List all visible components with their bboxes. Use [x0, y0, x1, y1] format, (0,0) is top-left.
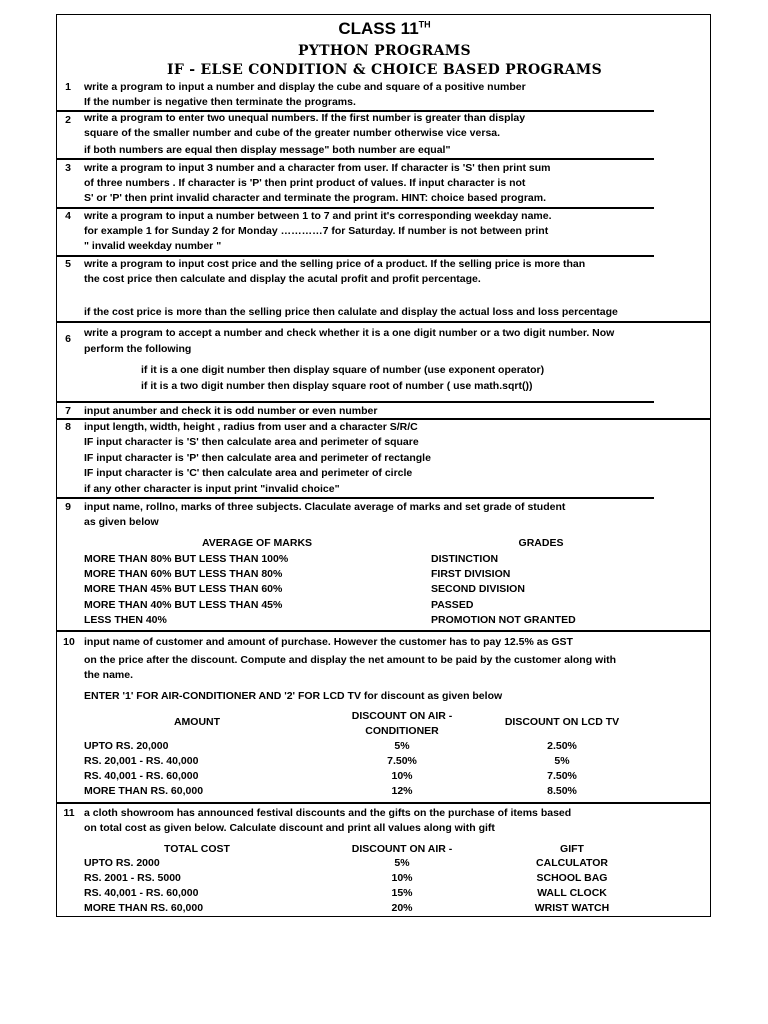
divider [57, 401, 654, 403]
question-number: 5 [65, 258, 71, 270]
table-cell: UPTO RS. 2000 [84, 857, 160, 869]
question-number: 8 [65, 421, 71, 433]
question-number: 7 [65, 405, 71, 417]
divider [57, 630, 711, 632]
question-text: write a program to enter two unequal numbers. If the first number is greater than display [84, 112, 526, 124]
page-title: CLASS 11TH [338, 19, 431, 38]
table-cell: SCHOOL BAG [536, 872, 608, 884]
question-text: ENTER '1' FOR AIR-CONDITIONER AND '2' FOR LCD TV for discount as given below [84, 690, 503, 702]
divider [57, 497, 654, 499]
table-cell: PROMOTION NOT GRANTED [431, 614, 576, 626]
divider [57, 158, 654, 160]
table-header: AMOUNT [173, 716, 221, 728]
divider [57, 321, 711, 323]
table-cell: MORE THAN 60% BUT LESS THAN 80% [84, 568, 283, 580]
question-text: input anumber and check it is odd number or even number [84, 405, 378, 417]
table-cell: UPTO RS. 20,000 [84, 740, 169, 752]
question-number: 9 [65, 501, 71, 513]
question-text: as given below [84, 516, 159, 528]
question-text: " invalid weekday number " [84, 240, 222, 252]
table-cell: 5% [554, 755, 570, 767]
question-text: square of the smaller number and cube of the greater number otherwise vice versa. [84, 127, 501, 139]
table-cell: LESS THEN 40% [84, 614, 167, 626]
divider [57, 255, 654, 257]
question-text: if it is a one digit number then display square of number (use exponent operator) [141, 364, 545, 376]
question-text: the cost price then calculate and display the acutal profit and profit percentage. [84, 273, 481, 285]
table-header: GIFT [560, 843, 584, 855]
question-text: if any other character is input print "invalid choice" [84, 483, 340, 495]
table-cell: 5% [394, 740, 410, 752]
question-text: for example 1 for Sunday 2 for Monday …………7 for Saturday. If number is not between print [84, 225, 549, 237]
question-text: IF input character is 'P' then calculate area and perimeter of rectangle [84, 452, 431, 464]
question-number: 3 [65, 162, 71, 174]
question-text: If the number is negative then terminate the programs. [84, 96, 356, 108]
question-text: IF input character is 'C' then calculate area and perimeter of circle [84, 467, 413, 479]
table-cell: 15% [391, 887, 413, 899]
table-cell: 10% [391, 770, 413, 782]
question-number: 2 [65, 114, 71, 126]
divider [57, 916, 654, 917]
question-text: IF input character is 'S' then calculate area and perimeter of square [84, 436, 419, 448]
table-cell: RS. 2001 - RS. 5000 [84, 872, 181, 884]
table-header: DISCOUNT ON AIR - [351, 710, 453, 722]
table-cell: 7.50% [547, 770, 577, 782]
table-cell: MORE THAN 40% BUT LESS THAN 45% [84, 599, 283, 611]
question-text: perform the following [84, 343, 192, 355]
table-cell: 12% [391, 785, 413, 797]
table-cell: RS. 40,001 - RS. 60,000 [84, 770, 199, 782]
table-cell: 20% [391, 902, 413, 914]
subject-heading: PYTHON PROGRAMS [298, 43, 471, 59]
question-text: if the cost price is more than the selling price then calulate and display the actual loss and loss percentage [84, 306, 618, 318]
table-header: TOTAL COST [164, 843, 230, 855]
worksheet-page [56, 14, 711, 917]
table-cell: WALL CLOCK [537, 887, 607, 899]
table-header: AVERAGE OF MARKS [201, 537, 313, 549]
topic-heading: IF - ELSE CONDITION & CHOICE BASED PROGRAMS [167, 62, 602, 78]
table-cell: RS. 20,001 - RS. 40,000 [84, 755, 199, 767]
table-cell: RS. 40,001 - RS. 60,000 [84, 887, 199, 899]
table-cell: 2.50% [547, 740, 577, 752]
question-text: write a program to accept a number and check whether it is a one digit number or a two digit number. Now [84, 327, 615, 339]
table-cell: DISTINCTION [431, 553, 499, 565]
question-text: on the price after the discount. Compute and display the net amount to be paid by the customer along with [84, 654, 617, 666]
table-cell: 5% [394, 857, 410, 869]
table-cell: WRIST WATCH [534, 902, 610, 914]
divider [57, 802, 711, 804]
table-cell: 10% [391, 872, 413, 884]
divider [57, 207, 654, 209]
question-text: on total cost as given below. Calculate discount and print all values along with gift [84, 822, 495, 834]
table-cell: CALCULATOR [536, 857, 608, 869]
question-text: of three numbers . If character is 'P' then print product of values. If input character is not [84, 177, 526, 189]
table-header: DISCOUNT ON LCD TV [504, 716, 620, 728]
table-cell: MORE THAN RS. 60,000 [84, 785, 204, 797]
question-text: S' or 'P' then print invalid character and terminate the program. HINT: choice based program. [84, 192, 547, 204]
table-cell: MORE THAN 80% BUT LESS THAN 100% [84, 553, 289, 565]
table-cell: FIRST DIVISION [431, 568, 511, 580]
question-text: if both numbers are equal then display message" both number are equal" [84, 144, 451, 156]
question-text: write a program to input 3 number and a character from user. If character is 'S' then print sum [84, 162, 551, 174]
question-text: write a program to input a number between 1 to 7 and print it's corresponding weekday name. [84, 210, 552, 222]
table-cell: MORE THAN 45% BUT LESS THAN 60% [84, 583, 283, 595]
table-header: CONDITIONER [365, 725, 439, 737]
question-number: 1 [65, 81, 71, 93]
question-number: 11 [63, 807, 75, 819]
table-cell: 8.50% [547, 785, 577, 797]
question-text: the name. [84, 669, 134, 681]
question-text: input name of customer and amount of purchase. However the customer has to pay 12.5% as GST [84, 636, 573, 648]
question-number: 10 [63, 636, 75, 648]
divider [57, 418, 711, 420]
table-header: DISCOUNT ON AIR - [351, 843, 453, 855]
table-cell: 7.50% [387, 755, 417, 767]
table-cell: MORE THAN RS. 60,000 [84, 902, 204, 914]
question-number: 4 [65, 210, 71, 222]
question-text: input length, width, height , radius from user and a character S/R/C [84, 421, 418, 433]
question-text: a cloth showroom has announced festival discounts and the gifts on the purchase of items based [84, 807, 572, 819]
question-text: input name, rollno, marks of three subjects. Claculate average of marks and set grade of student [84, 501, 566, 513]
table-header: GRADES [518, 537, 564, 549]
question-text: if it is a two digit number then display square root of number ( use math.sqrt()) [141, 380, 533, 392]
question-number: 6 [65, 333, 71, 345]
table-cell: SECOND DIVISION [431, 583, 525, 595]
table-cell: PASSED [431, 599, 474, 611]
question-text: write a program to input cost price and the selling price of a product. If the selling price is more than [84, 258, 586, 270]
question-text: write a program to input a number and display the cube and square of a positive number [84, 81, 526, 93]
